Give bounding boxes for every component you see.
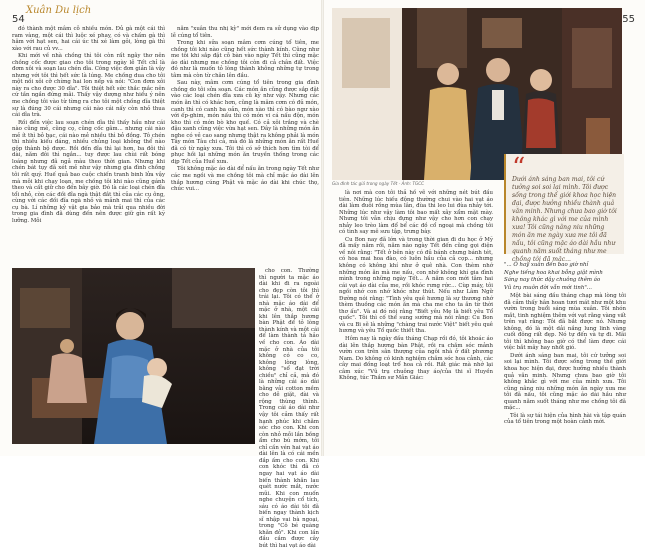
left-column-3 — [259, 268, 319, 549]
paragraph: đó thành một mâm cỗ nhiều món. Đủ gà một cái thì ram vàng, một cái thì luộc xé phay, có và chấm gà thì hâm với hạt sen, hai cái úc thì xé làm gỏi, lòng gà thì xào với rau củ vv... — [12, 26, 165, 52]
paragraph: Tôi không mặc áo dài để nấu ăn trong ngày Tết như các me ngồi và me chồng tôi mà chỉ mặc áo dài lên thắp hương cúng Phật và mặc áo dài khi chúc thọ, chúc vui... — [171, 166, 319, 193]
verse-line: Vũ trụ muôn đời vẫn mới tinh"... — [504, 284, 592, 291]
poem-verse — [504, 262, 626, 292]
page-number-right: 55 — [622, 14, 635, 25]
paragraph: Dưới ánh sáng ban mai, tôi cứ tưởng soi soi lại mình. Tôi được sống trong thế giới khoa học hiện đại, được hưởng nhiều thành quả văn minh. Nhưng chưa bao giờ tôi không khắc gì với me của mình xưa. Tôi cũng nâng niu những món ăn ngày xưa me tôi đã nấu, tôi cũng mặc áo dài hầu như quanh năm suốt tháng như me chồng tôi đã mặc... — [504, 352, 626, 412]
verse-line: Sáng nay thức dậy chuông thêm áo — [504, 277, 601, 284]
pull-quote-text: Dưới ánh sáng ban mai, tôi cứ tưởng soi soi lại mình. Tôi được sống trong thế giới khoa học hiện đại, được hưởng nhiều thành quả văn minh. Nhưng chưa bao giờ tôi không khác gì với me của mình xưa! Tôi cũng nâng niu những món ăn me ngày xưa me tôi đã nấu, tôi cũng mặc áo dài hầu như quanh năm suốt tháng như me chồng tôi đã mặc... — [512, 176, 617, 263]
right-column-1 — [339, 190, 493, 448]
pull-quote — [504, 153, 624, 263]
paragraph: là nơi mà con tôi thả hồ vẽ với những nét bút đầu tiên. Những lúc hiếu động thường chui vào hai vạt áo dài làm đuôi rồng mùa lân, đùa thì leo lui đùa nhảy tới. Những lúc như vậy làm tôi bao mất xây xẩm mặt mày. Nhưng tôi vẫn chịu đựng như vậy cho hơn con chạy nhảy leo trèo làm đổ bể các đồ cổ ngoại mà chồng tôi có tình say mê sưu tập, trưng bày. — [339, 190, 493, 236]
paragraph: Khi mới về nhà chồng thì tôi còn rất ngây thơ nên chồng cốc được giao cho tôi trong ngày lễ Tết chỉ là đơm xôi và soạn lau chén dĩa. Công việc đơn giản là vậy nhưng với tôi thì hết sức là lúng. Me chồng dua cho tôi một nồi xôi cỡ chừng hai lon nếp và nói: "Con đơm xôi này ra cho được 30 dĩa". Tôi thiệt hết sức thắc mắc nên cứ tần ngần đứng mãi. Thấy vậy dượng như hiểu ý nên me chồng tôi vào từ từng ra cho tôi một chồng dĩa thiệt sự là đúng 30 cái nhưng cái nào cái nấy còn nhỏ thua cái dĩa trà. — [12, 53, 165, 119]
quote-mark-icon: “ — [512, 153, 526, 183]
paragraph: Sau này, mâm cơm cúng tổ tiên trong gia đình chồng do tôi sửa soạn. Các món ăn cũng được sắp đặt vào các loại chén đĩa xưa cũ kỹ như vậy. Nhưng các món ăn thì có khác hơn, cũng là mâm cơm có đủ món, canh thì có canh ba oản, món xào thì có bào ngư xào với ếp-ghim, món nấu thì có món vi cá nấu độn, món kho thì có món bò kho quế. Có cả xôi trắng và chè đậu xanh cũng việc vừa hạt sen. Đây là những món ăn nghe có vẻ cao sang nhưng thật ra không phải là món Tây món Tàu chi cả, mà đó là những món ăn rất Huế đã có từ ngày xưa. Tôi thì có sở thích hơn tìm tòi để phục hồi lại những món ăn truyền thống trong các dịp Tết của Huế xưa. — [171, 80, 319, 165]
verse-line: Nghe tiếng hoa khai bỗng giật mình — [504, 269, 603, 276]
page-number-left: 54 — [12, 14, 25, 25]
verse-line: "... Ô hay xuân đến bao giờ nhỉ — [504, 262, 589, 268]
photo-mother-and-baby-image — [12, 268, 255, 444]
paragraph: Hôm nay là ngày đầu tháng Chạp rồi đó, tôi khoác áo dài lên thắp hương bàn Phật, rồi ra chăm sóc mảnh vườn con trên sân thượng của ngôi nhà ở đất phương Nam. Do không có kinh nghiệm chăm sóc hoa cảnh, các cây mai đồng loạt trổ hoa cả rồi. Rất giác mà nhớ lại câm xúc "Vũ trụ chuông thay áo/của thi sĩ Huyền Không, túc Thầm sư Mẫn Giác: — [339, 336, 493, 382]
paragraph: năm "xuân thu nhị kỳ" mới đem ra sử dụng vào dịp lễ cúng tổ tiên. — [171, 26, 319, 39]
left-column-1 — [12, 26, 165, 264]
magazine-logo: Xuân Du lịch — [26, 5, 92, 16]
photo-caption: Gia đình tác giả trong ngày Tết - Ảnh: TGCC — [332, 181, 425, 186]
paragraph: Cu Bon nay đã lớn và trong thời gian đi du học ở Mỹ đã mấy năm rồi, năm nào ngày Tết đến cũng gọi điện về nói rằng: "Tết ở bên này có đủ bánh chưng bánh tét, có hoa mai hoa đào, có luôn hầu của cả cọp... nhưng không có không khí như ở quê nhà. Con thèm nhớ những món ăn mà me nấu, con nhớ không khí gia đình mình trong những ngày Tết... À năm con mới tâm hai cái vạt áo dài của me, rồi khóc rưng rức... Cùp máy, tôi ngồi nhớ con nhớ khóc như thút. Nếu như Lâm Ngữ Đường nói rằng: "Tình yêu quê hương là sự thương nhớ thèm thuồng các món ăn mà cha me cho ta ăn từ thời thơ ấu". Và ai đó nói rằng "Biết yêu Mẹ là biết yêu Tổ quốc". Tôi thì cố thể sung sướng mà nói rằng: Cu Bon và cu Bi sẽ là những "chàng trai nước Việt" biết yêu quê hương và yêu Tổ quốc thiết tha. — [339, 236, 493, 335]
left-column-2 — [171, 26, 319, 264]
paragraph: Một bài sáng đầu tháng chạp mà lòng tôi đã cảm thấy hân hoan tươi mát như một khu vườn trong buổi sáng mùa xuân. Tôi nhón mắt, tinh nghiệm thêm với vạt rằng vàng vất trên vạt rằng: Tôi đã bắt được nó. Nhưng không, đó là một dải nắng lung linh vàng cuối đông rất đẹp. Nó tự đến và tự đi. Mãi tôi thì không bao giờ có thể làm được cái việc bắt mây hay nhốt gió. — [504, 293, 626, 352]
paragraph: Rồi đến việc lau soạn chén dĩa thì thấy hầu như cái nào cũng mẻ, cũng cọ, cũng cốc gãm... nhưng cái nào mẻ ít thì bỏ bạc, cái nào mẻ nhiều thì bỏ đồng. Tô chén thì nhiều kiểu dáng, nhiều chủng loại không thể nào gộp thành bộ được. Rồi đến đĩa thì lại hơn, ba đôi thì dài, năm đôi thì ngắn... tuy được lau chùi rất bóng loáng nhưng đã ngả màu theo thời gian. Nhưng khi chén bát tụy đã xét mẻ như vậy nhưng gia đình chồng tôi rất quý. Huế quả bao cuộc chiến tranh binh lửa vậy mà mỗi khi chạy loạn, me chồng tôi khi nào cũng gánh theo và cất giữ cho đến bây giờ. Đó là các loại chén đĩa tổi nhỏ, còn các đồi đĩa ngà thật đắt thì của các cụ ông, cùng với các đồi đĩa ngà nhỏ và mảnh mai thì của các cụ bà. Lí những kỷ vật gia bảo mà trải qua nhiều đời trong gia đình đã dùng đến nên được giữ gìn rất kỹ lưỡng. Mỗi — [12, 119, 165, 224]
page-gutter — [321, 0, 324, 456]
right-column-2 — [504, 293, 626, 449]
photo-mother-and-baby — [12, 268, 255, 444]
paragraph: cho con. Thường thì người ta mặc áo dài khi đi ra ngoài cho đẹp còn tôi thì trái lại. Tôi có thể ở nhà mặc áo dài để mặc ở nhà, một cái khi lên thắp hương bàn Phật để tỏ lòng thành kính và một cái để làm thành tả hảo về cho con. Áo dài mặc ở nhà của tôi không có co co, không lòng lòng, không "sổ đạt trời chiều" chỉ cả, mà đó là những cái áo dài bằng vải cotton mềm cho dễ giặt, dài và rộng thùng thình. Trong cái áo dài như vậy tôi cảm thấy rất hạnh phúc khi chăm sóc cho con. Khi con còn nhỏ mỗi lần bồng ẩm cho bú mớm, tôi chỉ cần vén hai vạt áo dài lên là có cái mền đắp ấm cho con. Khi con khóc thì đã có ngay hai vạt áo dài biến thành khăn lau quét nước mắt, nước mũi. Khi con muốn nghe chuyện cổ tích, sáu có áo dài tôi đã biến ngay thành kịch sĩ nhập vai bà ngoại, trong "Cô bé quàng khăn đỏ". Khi con lần đầu cầm được cây bút thì hai vạt áo dài — [259, 268, 319, 549]
paragraph: Trong khi sửa soạn mâm cơm cúng tổ tiên, me chồng tôi khi nào cũng hết sức thành kính. Cũng như me tôi khi sắp đặt cỗ bàn vào ngày Tết thì cũng mặc áo dài nhưng me chồng tôi còn đi cả chân đất. Việc đó như là muốn tỏ lòng thành không những tự trong tâm mà còn từ chân lên đầu. — [171, 40, 319, 79]
paragraph: Tôi là sự tái hiện của hình hài và tập quán của tổ tiên trong một hoàn cảnh mới. — [504, 412, 626, 426]
